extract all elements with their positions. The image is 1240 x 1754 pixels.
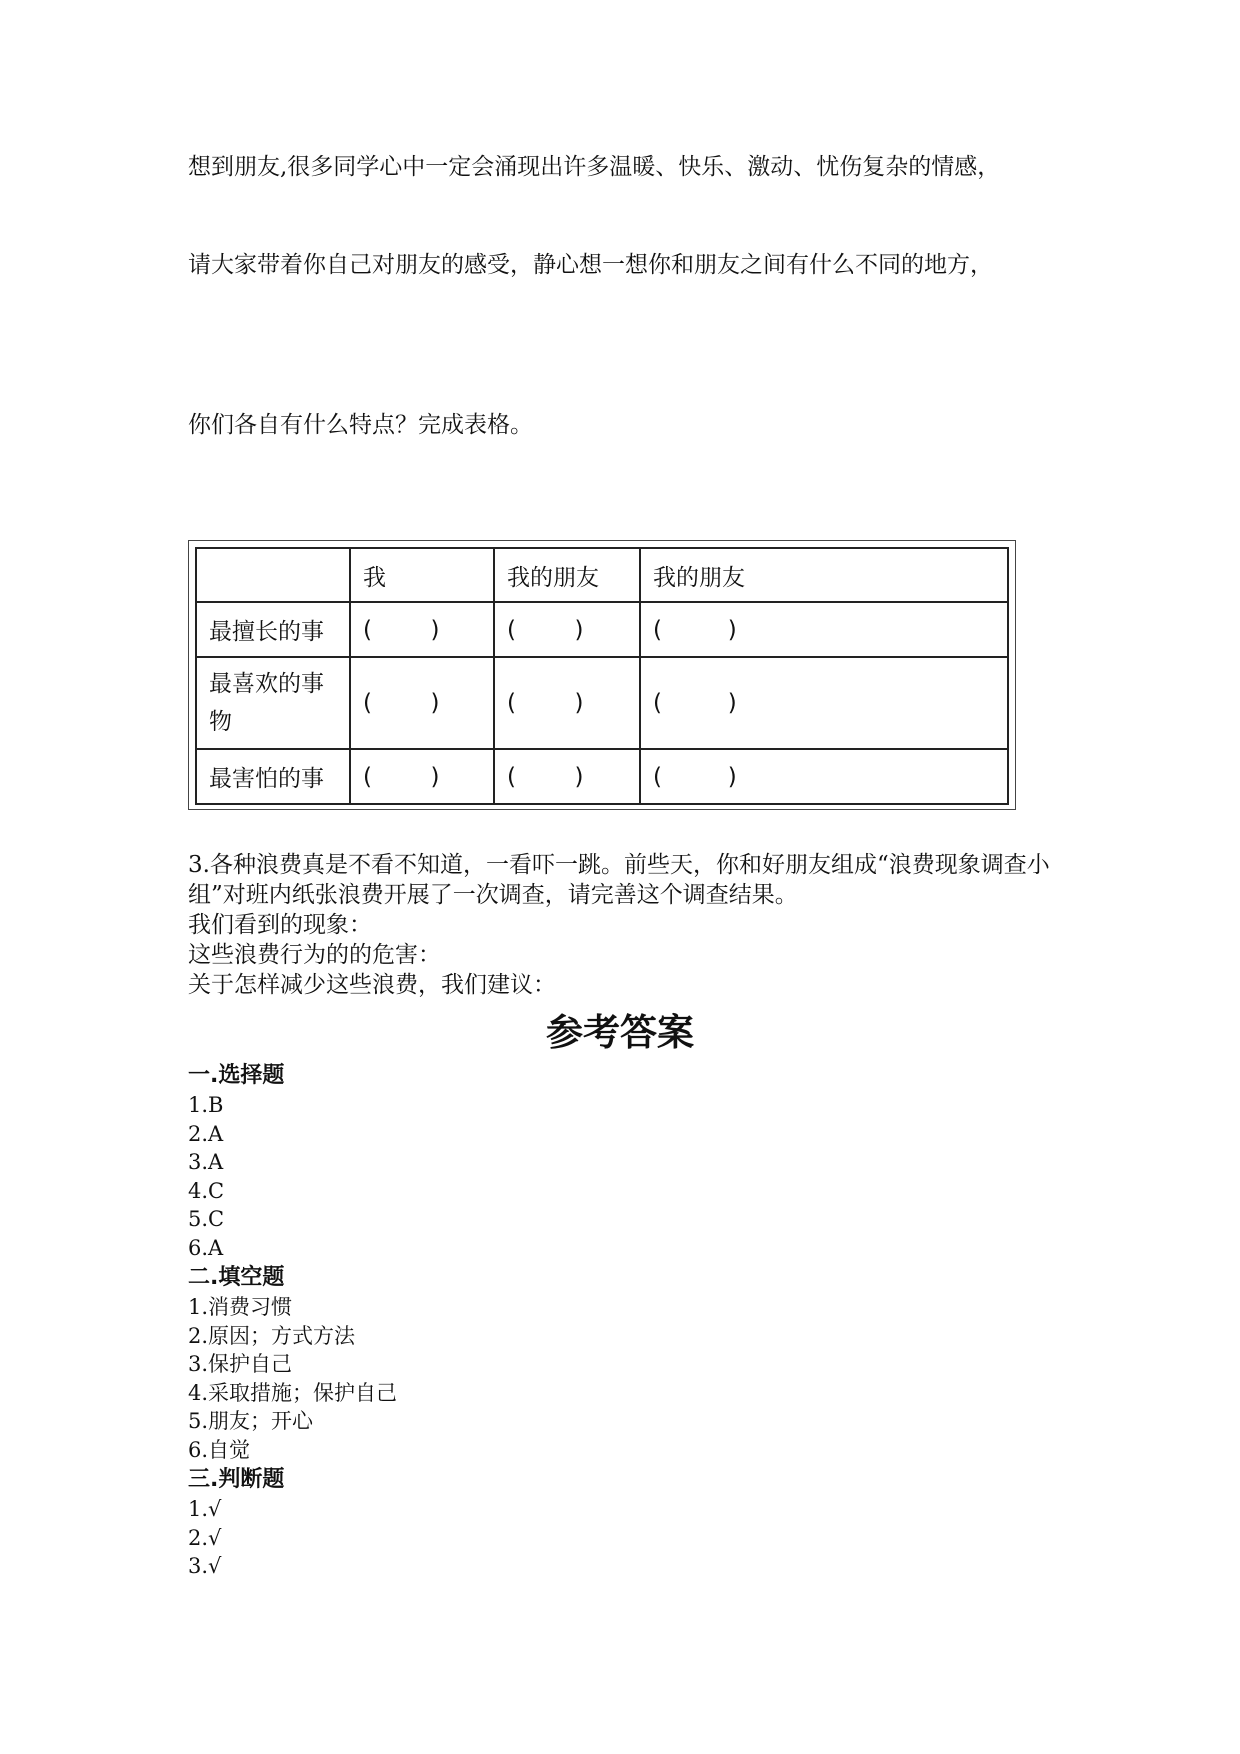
question-3-text: 3.各种浪费真是不看不知道，一看吓一跳。前些天，你和好朋友组成“浪费现象调查小组”对班内纸张浪费开展了一次调查，请完善这个调查结果。 bbox=[188, 852, 1050, 908]
intro-line-1: 想到朋友,很多同学心中一定会涌现出许多温暖、快乐、激动、忧伤复杂的情感， bbox=[188, 154, 1001, 180]
section-heading: 三.判断题 bbox=[188, 1467, 285, 1492]
table-header-row bbox=[196, 548, 1008, 602]
intro-line-3: 你们各自有什么特点？完成表格。 bbox=[188, 412, 533, 438]
answer-item: 3.保护自己 bbox=[188, 1352, 293, 1376]
answer-item: 4.C bbox=[188, 1178, 225, 1203]
answer-item: 4.采取措施；保护自己 bbox=[188, 1380, 398, 1405]
answer-blank[interactable]: ( ) bbox=[494, 657, 640, 749]
section-heading: 一.选择题 bbox=[188, 1063, 285, 1088]
answer-item: 6.自觉 bbox=[188, 1437, 251, 1462]
row-label: 最害怕的事 bbox=[196, 749, 350, 804]
table-header-cell: 我的朋友 bbox=[494, 548, 640, 602]
answer-blank[interactable]: ( ) bbox=[494, 749, 640, 804]
row-label: 最喜欢的事物 bbox=[196, 657, 350, 749]
question-3-harm-line: 这些浪费行为的的危害： bbox=[188, 942, 441, 968]
answer-blank[interactable]: ( ) bbox=[494, 602, 640, 657]
answer-blank[interactable]: ( ) bbox=[640, 602, 1008, 657]
table-header-cell: 我的朋友 bbox=[640, 548, 1008, 602]
answer-item: 1.B bbox=[188, 1093, 224, 1117]
comparison-table bbox=[195, 547, 1009, 805]
answer-item: 3.A bbox=[188, 1150, 224, 1174]
answer-item: 3.√ bbox=[188, 1554, 222, 1578]
answer-key-title: 参考答案 bbox=[546, 1011, 694, 1054]
question-3-seen-line: 我们看到的现象： bbox=[188, 912, 372, 938]
answer-blank[interactable]: ( ) bbox=[640, 749, 1008, 804]
question-3-suggest-line: 关于怎样减少这些浪费，我们建议： bbox=[188, 972, 556, 998]
table-row bbox=[196, 602, 1008, 657]
answer-blank[interactable]: ( ) bbox=[640, 657, 1008, 749]
table-row bbox=[196, 657, 1008, 749]
answer-blank[interactable]: ( ) bbox=[350, 749, 494, 804]
section-heading: 二.填空题 bbox=[188, 1265, 285, 1290]
answer-blank[interactable]: ( ) bbox=[350, 657, 494, 749]
answer-item: 1.√ bbox=[188, 1497, 222, 1521]
table-header-cell bbox=[196, 548, 350, 602]
question-3 bbox=[188, 850, 1068, 1000]
comparison-table-frame bbox=[188, 540, 1016, 810]
intro-line-2: 请大家带着你自己对朋友的感受，静心想一想你和朋友之间有什么不同的地方， bbox=[188, 252, 993, 278]
answer-item: 5.C bbox=[188, 1207, 225, 1231]
answer-key bbox=[188, 1060, 397, 1581]
row-label: 最擅长的事 bbox=[196, 602, 350, 657]
table-row bbox=[196, 749, 1008, 804]
answer-item: 5.朋友；开心 bbox=[188, 1409, 314, 1433]
answer-blank[interactable]: ( ) bbox=[350, 602, 494, 657]
table-header-cell: 我 bbox=[350, 548, 494, 602]
answer-item: 2.√ bbox=[188, 1525, 222, 1550]
answer-item: 2.原因；方式方法 bbox=[188, 1323, 356, 1348]
answer-item: 2.A bbox=[188, 1121, 224, 1146]
answer-item: 6.A bbox=[188, 1235, 224, 1260]
answer-item: 1.消费习惯 bbox=[188, 1295, 293, 1319]
